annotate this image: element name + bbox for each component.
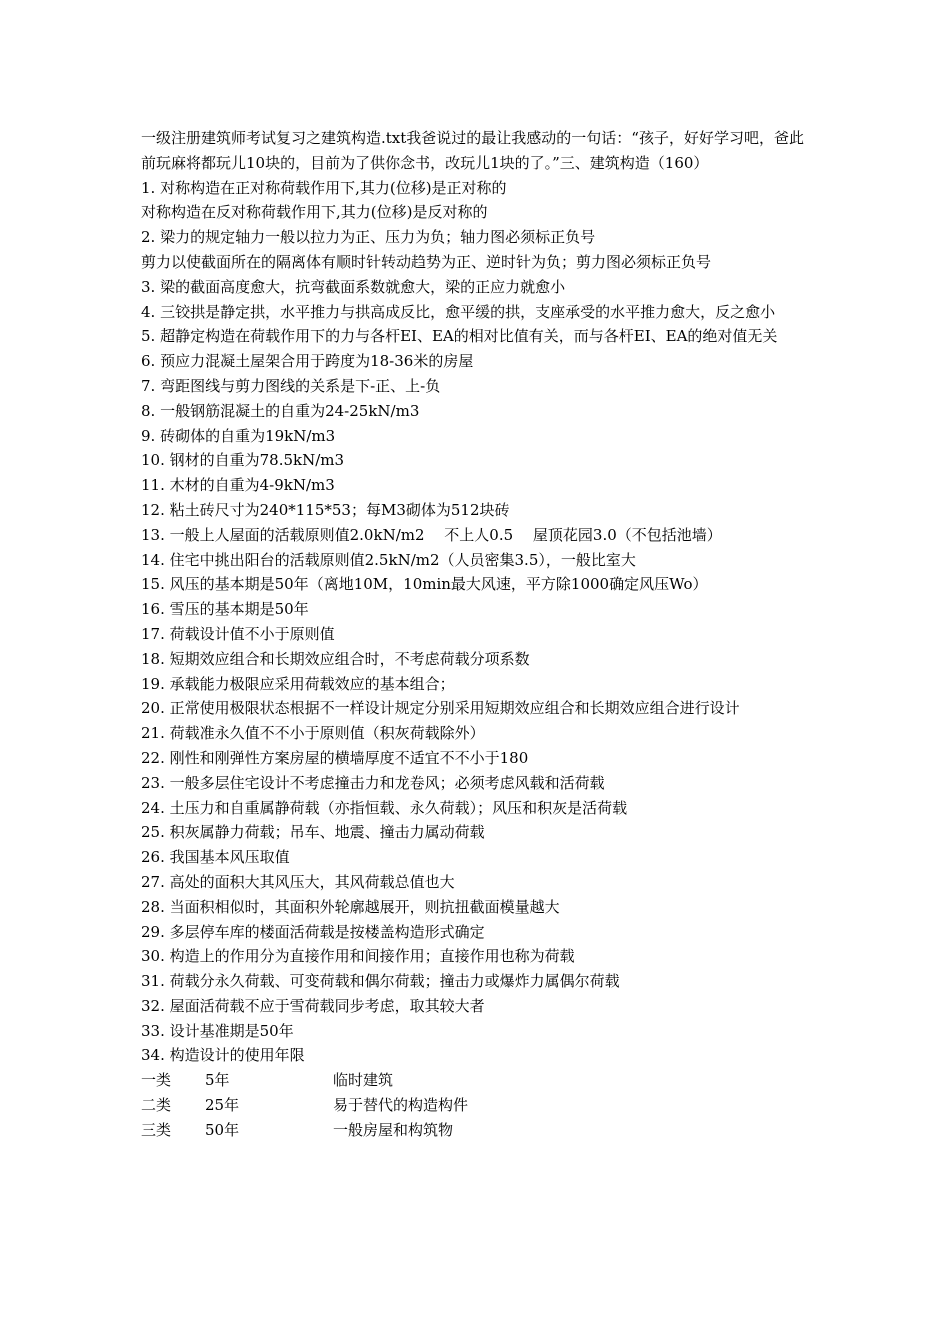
line-4: 剪力以使截面所在的隔离体有顺时针转动趋势为正、逆时针为负；剪力图必须标正负号 <box>141 252 712 271</box>
table-cell-class: 三类 <box>141 1120 172 1139</box>
line-26: 24. 土压力和自重属静荷载（亦指恒载、永久荷载）；风压和积灰是活荷载 <box>141 798 628 817</box>
line-18: 16. 雪压的基本期是50年 <box>141 600 309 619</box>
line-19: 17. 荷载设计值不小于原则值 <box>141 624 335 643</box>
line-10: 8. 一般钢筋混凝土的自重为24-25kN/m3 <box>141 401 420 420</box>
line-25: 23. 一般多层住宅设计不考虑撞击力和龙卷风；必须考虑风载和活荷载 <box>141 773 605 792</box>
service-life-table <box>141 1068 813 1142</box>
line-11: 9. 砖砌体的自重为19kN/m3 <box>141 426 336 445</box>
line-5: 3. 梁的截面高度愈大，抗弯截面系数就愈大，梁的正应力就愈小 <box>141 277 566 296</box>
line-21: 19. 承载能力极限应采用荷载效应的基本组合； <box>141 674 455 693</box>
line-15: 13. 一般上人屋面的活载原则值2.0kN/m2 不上人0.5 屋顶花园3.0（不包括池墙） <box>141 525 722 544</box>
line-6: 4. 三铰拱是静定拱，水平推力与拱高成反比，愈平缓的拱，支座承受的水平推力愈大，反之愈小 <box>141 302 776 321</box>
table-cell-desc: 一般房屋和构筑物 <box>333 1120 454 1139</box>
table-row <box>141 1118 813 1143</box>
line-28: 26. 我国基本风压取值 <box>141 848 290 867</box>
line-29: 27. 高处的面积大其风压大，其风荷载总值也大 <box>141 872 455 891</box>
line-8: 6. 预应力混凝土屋架合用于跨度为18-36米的房屋 <box>141 352 474 371</box>
line-7: 5. 超静定构造在荷载作用下的力与各杆EI、EA的相对比值有关，而与各杆EI、EA的绝对值无关 <box>141 327 778 346</box>
line-35: 33. 设计基准期是50年 <box>141 1021 294 1040</box>
line-24: 22. 刚性和刚弹性方案房屋的横墙厚度不适宜不不小于180 <box>141 748 529 767</box>
line-17: 15. 风压的基本期是50年（离地10M，10min最大风速，平方除1000确定风压Wo） <box>141 575 708 594</box>
line-2: 对称构造在反对称荷载作用下,其力(位移)是反对称的 <box>141 203 488 222</box>
line-13: 11. 木材的自重为4-9kN/m3 <box>141 476 335 495</box>
line-16: 14. 住宅中挑出阳台的活载原则值2.5kN/m2（人员密集3.5），一般比室大 <box>141 550 636 569</box>
line-36: 34. 构造设计的使用年限 <box>141 1046 305 1065</box>
line-3: 2. 梁力的规定轴力一般以拉力为正、压力为负；轴力图必须标正负号 <box>141 228 596 247</box>
line-30: 28. 当面积相似时，其面积外轮廓越展开，则抗扭截面模量越大 <box>141 897 560 916</box>
table-cell-years: 25年 <box>205 1096 240 1115</box>
line-23: 21. 荷载准永久值不不小于原则值（积灰荷载除外） <box>141 724 485 743</box>
table-cell-class: 一类 <box>141 1071 172 1090</box>
intro-paragraph: 一级注册建筑师考试复习之建筑构造.txt我爸说过的最让我感动的一句话：“孩子，好好学习吧，爸此前玩麻将都玩儿10块的，目前为了供你念书，改玩儿1块的了。”三、建筑构造（160） <box>141 129 804 172</box>
line-14: 12. 粘土砖尺寸为240*115*53；每M3砌体为512块砖 <box>141 500 510 519</box>
line-27: 25. 积灰属静力荷载；吊车、地震、撞击力属动荷载 <box>141 823 485 842</box>
table-cell-years: 5年 <box>205 1071 230 1090</box>
table-row <box>141 1093 813 1118</box>
table-cell-desc: 临时建筑 <box>333 1071 394 1090</box>
line-34: 32. 屋面活荷载不应于雪荷载同步考虑，取其较大者 <box>141 996 485 1015</box>
line-12: 10. 钢材的自重为78.5kN/m3 <box>141 451 345 470</box>
table-cell-years: 50年 <box>205 1120 240 1139</box>
table-row <box>141 1068 813 1093</box>
line-32: 30. 构造上的作用分为直接作用和间接作用；直接作用也称为荷载 <box>141 947 575 966</box>
line-22: 20. 正常使用极限状态根据不一样设计规定分别采用短期效应组合和长期效应组合进行设计 <box>141 699 740 718</box>
table-cell-class: 二类 <box>141 1096 172 1115</box>
line-9: 7. 弯距图线与剪力图线的关系是下-正、上-负 <box>141 376 441 395</box>
line-33: 31. 荷载分永久荷载、可变荷载和偶尔荷载；撞击力或爆炸力属偶尔荷载 <box>141 972 620 991</box>
table-cell-desc: 易于替代的构造构件 <box>333 1096 469 1115</box>
line-1: 1. 对称构造在正对称荷载作用下,其力(位移)是正对称的 <box>141 178 507 197</box>
line-31: 29. 多层停车库的楼面活荷载是按楼盖构造形式确定 <box>141 922 485 941</box>
line-20: 18. 短期效应组合和长期效应组合时，不考虑荷载分项系数 <box>141 649 530 668</box>
document-body <box>141 126 813 1143</box>
